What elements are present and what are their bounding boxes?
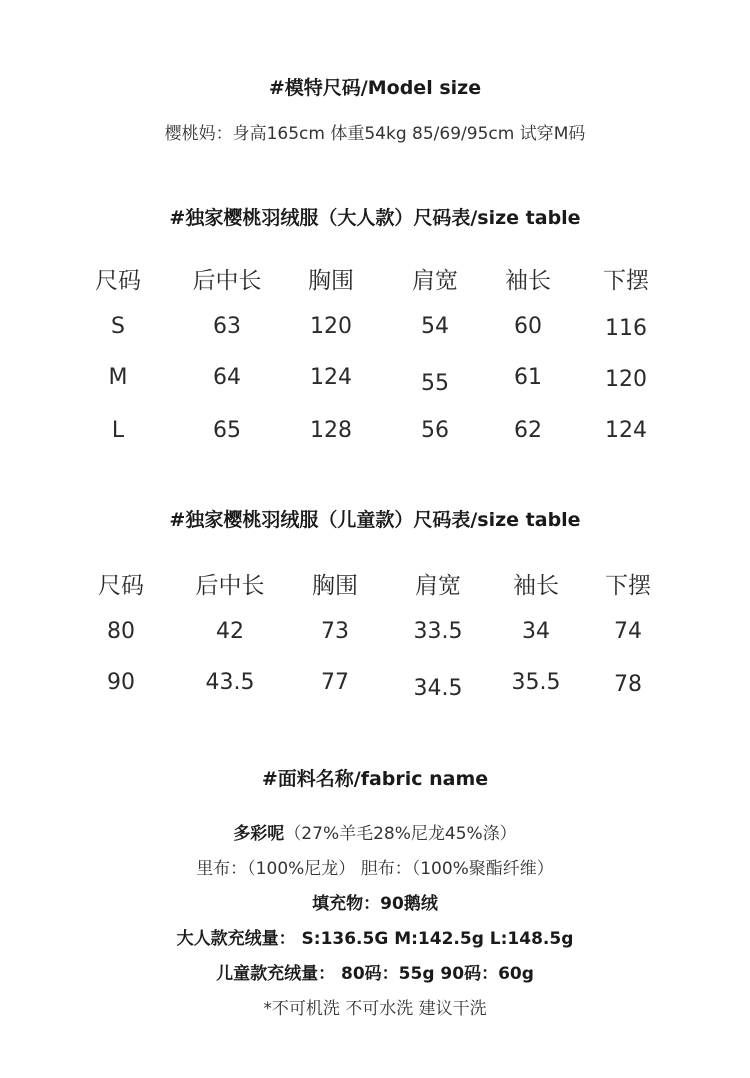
header-chest: 胸围 xyxy=(308,268,354,294)
cell-hem: 124 xyxy=(605,418,647,443)
cell-size: 90 xyxy=(107,670,135,695)
header-hem: 下摆 xyxy=(605,573,651,599)
kids-fill-amount: 儿童款充绒量： 80码：55g 90码：60g xyxy=(216,964,534,984)
header-sleeve: 袖长 xyxy=(505,268,551,294)
cell-sleeve: 35.5 xyxy=(511,670,561,695)
cell-back-length: 64 xyxy=(213,365,241,390)
cell-sleeve: 62 xyxy=(514,418,542,443)
cell-hem: 78 xyxy=(614,672,642,697)
header-hem: 下摆 xyxy=(603,268,649,294)
adult-fill-amount: 大人款充绒量： S:136.5G M:142.5g L:148.5g xyxy=(176,929,574,949)
cell-shoulder: 33.5 xyxy=(413,619,463,644)
care-instructions: *不可机洗 不可水洗 建议干洗 xyxy=(263,999,487,1019)
fabric-filling: 填充物：90鹅绒 xyxy=(312,894,438,914)
cell-size: S xyxy=(111,314,125,339)
cell-shoulder: 34.5 xyxy=(413,676,463,701)
cell-back-length: 42 xyxy=(216,619,244,644)
fabric-main-name: 多彩呢 xyxy=(233,824,285,844)
cell-hem: 120 xyxy=(605,367,647,392)
header-shoulder: 肩宽 xyxy=(415,573,461,599)
cell-sleeve: 61 xyxy=(514,365,542,390)
header-back-length: 后中长 xyxy=(192,268,262,294)
fabric-main-detail: （27%羊毛28%尼龙45%涤） xyxy=(284,824,517,844)
cell-chest: 77 xyxy=(321,670,349,695)
cell-hem: 116 xyxy=(605,316,647,341)
header-sleeve: 袖长 xyxy=(513,573,559,599)
cell-size: L xyxy=(111,418,125,443)
fabric-title: #面料名称/fabric name xyxy=(261,768,489,790)
cell-back-length: 63 xyxy=(213,314,241,339)
kids-size-table-title: #独家樱桃羽绒服（儿童款）尺码表/size table xyxy=(169,509,581,531)
cell-chest: 124 xyxy=(310,365,352,390)
cell-shoulder: 54 xyxy=(421,314,449,339)
cell-shoulder: 55 xyxy=(421,371,449,396)
cell-shoulder: 56 xyxy=(421,418,449,443)
header-size: 尺码 xyxy=(95,268,141,294)
cell-size: M xyxy=(108,365,128,390)
cell-hem: 74 xyxy=(614,619,642,644)
cell-size: 80 xyxy=(107,619,135,644)
cell-chest: 128 xyxy=(310,418,352,443)
header-shoulder: 肩宽 xyxy=(412,268,458,294)
header-chest: 胸围 xyxy=(312,573,358,599)
header-back-length: 后中长 xyxy=(195,573,265,599)
cell-sleeve: 34 xyxy=(522,619,550,644)
fabric-main xyxy=(0,819,750,844)
cell-chest: 73 xyxy=(321,619,349,644)
cell-back-length: 43.5 xyxy=(205,670,255,695)
cell-back-length: 65 xyxy=(213,418,241,443)
model-size-info: 樱桃妈：身高165cm 体重54kg 85/69/95cm 试穿M码 xyxy=(164,124,586,144)
cell-chest: 120 xyxy=(310,314,352,339)
cell-sleeve: 60 xyxy=(514,314,542,339)
adult-size-table-title: #独家樱桃羽绒服（大人款）尺码表/size table xyxy=(169,207,581,229)
model-size-title: #模特尺码/Model size xyxy=(268,77,482,99)
header-size: 尺码 xyxy=(98,573,144,599)
fabric-lining: 里布：（100%尼龙） 胆布：（100%聚酯纤维） xyxy=(196,859,554,879)
